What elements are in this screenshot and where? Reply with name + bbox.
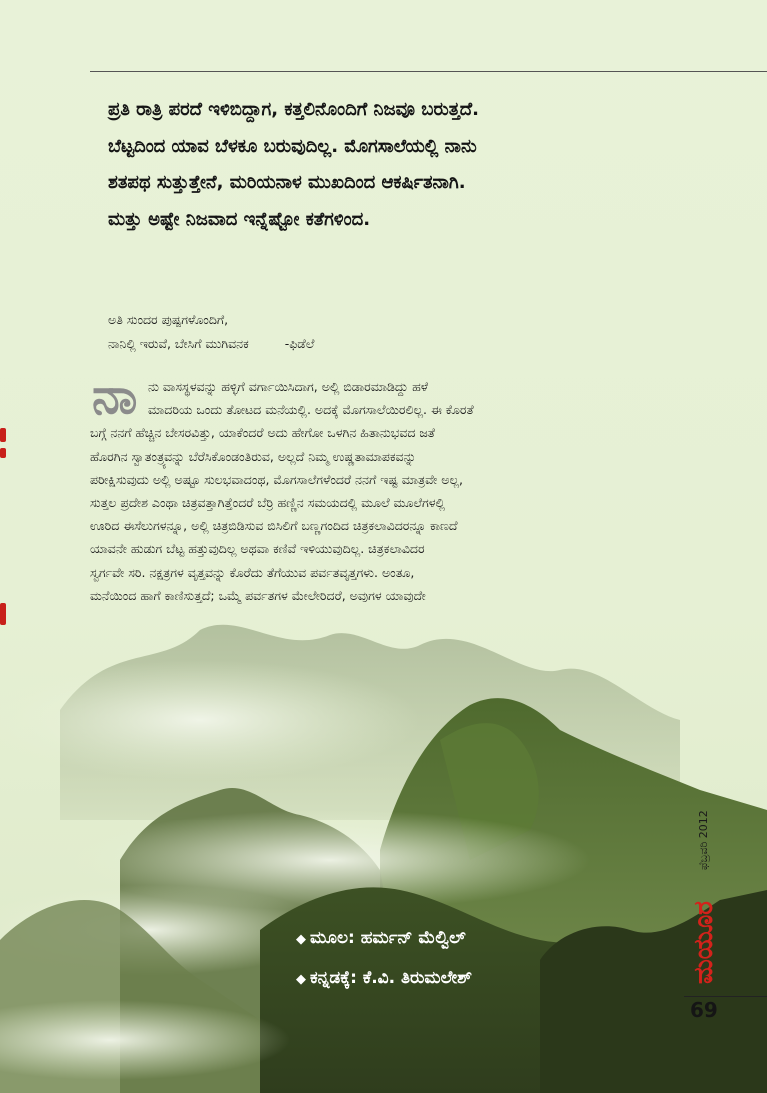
epigraph-text: ನಾನಿಲ್ಲಿ ಇರುವೆ, ಬೇಸಿಗೆ ಮುಗಿವನಕ bbox=[108, 336, 249, 351]
magazine-logo: ಮಯೂರ bbox=[689, 901, 719, 985]
body-line: ಮಾದರಿಯ ಒಂದು ತೋಟದ ಮನೆಯಲ್ಲಿ. ಅದಕ್ಕೆ ಮೊಗಸಾಲೆಯಿರಲಿಲ್ಲ. ಈ ಕೊರತೆ bbox=[148, 402, 474, 418]
red-edge-mark bbox=[0, 448, 6, 458]
intro-line: ಪ್ರತಿ ರಾತ್ರಿ ಪರದೆ ಇಳಿಬಿದ್ದಾಗ, ಕತ್ತಲಿನೊಂದಿಗೆ ನಿಜವೂ ಬರುತ್ತದೆ. bbox=[108, 99, 479, 120]
epigraph bbox=[108, 308, 314, 356]
body-line: ಸುತ್ತಲ ಪ್ರದೇಶ ಎಂಥಾ ಚಿತ್ರವತ್ತಾಗಿತ್ತೆಂದರೆ ಬೆರ್ರಿ ಹಣ್ಣಿನ ಸಮಯದಲ್ಲಿ ಮೂಲೆ ಮೂಲೆಗಳಲ್ಲಿ bbox=[90, 495, 446, 511]
body-line: ಪರೀಕ್ಷಿಸುವುದು ಅಲ್ಲಿ ಅಷ್ಟೂ ಸುಲಭವಾದಂಥ, ಮೊಗಸಾಲೆಗಳೆಂದರೆ ನನಗೆ ಇಷ್ಟ ಮಾತ್ರವೇ ಅಲ್ಲ, bbox=[90, 471, 464, 487]
credit-source-text: ಮೂಲ: ಹರ್ಮನ್ ಮೆಲ್ವಿಲ್ bbox=[310, 928, 466, 948]
intro-line: ಶತಪಥ ಸುತ್ತುತ್ತೇನೆ, ಮರಿಯನಾಳ ಮುಖದಿಂದ ಆಕರ್ಷಿತನಾಗಿ. bbox=[108, 172, 466, 193]
credit-translation bbox=[296, 968, 472, 988]
intro-line: ಮತ್ತು ಅಷ್ಟೇ ನಿಜವಾದ ಇನ್ನೆಷ್ಟೋ ಕತೆಗಳಿಂದ. bbox=[108, 208, 371, 230]
intro-paragraph bbox=[108, 92, 668, 238]
intro-line: ಬೆಟ್ಟದಿಂದ ಯಾವ ಬೆಳಕೂ ಬರುವುದಿಲ್ಲ. ಮೊಗಸಾಲೆಯಲ್ಲಿ ನಾನು bbox=[108, 135, 477, 157]
red-edge-mark bbox=[0, 428, 6, 442]
credit-translation-text: ಕನ್ನಡಕ್ಕೆ: ಕೆ.ವಿ. ತಿರುಮಲೇಶ್ bbox=[310, 968, 473, 988]
body-line: ಸ್ವರ್ಗವೇ ಸರಿ. ನಕ್ಷತ್ರಗಳ ವೃತ್ತವನ್ನು ಕೊರೆದು ತೆಗೆಯುವ ಪರ್ವತವೃತ್ತಗಳು. ಅಂತೂ, bbox=[90, 564, 415, 580]
top-rule bbox=[90, 71, 767, 72]
body-line: ಬಗ್ಗೆ ನನಗೆ ಹೆಚ್ಚಿನ ಬೇಸರವಿತ್ತು, ಯಾಕೆಂದರೆ ಅದು ಹೇಗೋ ಒಳಗಿನ ಹಿತಾನುಭವದ ಜತೆ bbox=[90, 425, 435, 441]
drop-cap: ನಾ bbox=[92, 367, 136, 425]
body-line: ಹೊರಗಿನ ಸ್ವಾತಂತ್ರ್ಯವನ್ನು ಬೆರೆಸಿಕೊಂಡಂತಿರುವ, ಅಲ್ಲದೆ ನಿಮ್ಮ ಉಷ್ಣತಾಮಾಪಕವನ್ನು bbox=[90, 448, 417, 464]
body-line: ಯಾವನೇ ಹುಡುಗ ಬೆಟ್ಟ ಹತ್ತುವುದಿಲ್ಲ ಅಥವಾ ಕಣಿವೆ ಇಳಿಯುವುದಿಲ್ಲ. ಚಿತ್ರಕಲಾವಿದರ bbox=[90, 541, 425, 557]
article-body bbox=[90, 375, 662, 607]
misty-mountain-illustration bbox=[0, 600, 767, 1093]
body-line: ಊರಿದ ಈಸೆಲುಗಳನ್ನೂ, ಅಲ್ಲಿ ಚಿತ್ರಬಿಡಿಸುವ ಬಿಸಿಲಿಗೆ ಬಣ್ಣಗಂದಿದ ಚಿತ್ರಕಲಾವಿದರನ್ನೂ ಕಾಣದೆ bbox=[90, 518, 458, 534]
diamond-bullet-icon: ◆ bbox=[296, 972, 306, 987]
epigraph-line bbox=[108, 332, 314, 356]
diamond-bullet-icon: ◆ bbox=[296, 932, 306, 947]
page-number: 69 bbox=[690, 998, 718, 1022]
body-line: ಮನೆಯಿಂದ ಹಾಗೆ ಕಾಣಿಸುತ್ತದೆ; ಒಮ್ಮೆ ಪರ್ವತಗಳ ಮೇಲೇರಿದರೆ, ಅವುಗಳ ಯಾವುದೇ bbox=[90, 587, 426, 603]
epigraph-line: ಅತಿ ಸುಂದರ ಪುಷ್ಪಗಳೊಂದಿಗೆ, bbox=[108, 312, 229, 327]
epigraph-author: -ಫಿಡೆಲೆ bbox=[284, 336, 315, 351]
credit-source bbox=[296, 928, 466, 948]
issue-date: ಫೆಬ್ರವರಿ 2012 bbox=[697, 810, 710, 870]
footer-rule bbox=[684, 996, 767, 997]
body-line: ನು ವಾಸಸ್ಥಳವನ್ನು ಹಳ್ಳಿಗೆ ವರ್ಗಾಯಿಸಿದಾಗ, ಅಲ್ಲಿ ಬಿಡಾರಮಾಡಿದ್ದು ಹಳೆ bbox=[148, 379, 429, 394]
